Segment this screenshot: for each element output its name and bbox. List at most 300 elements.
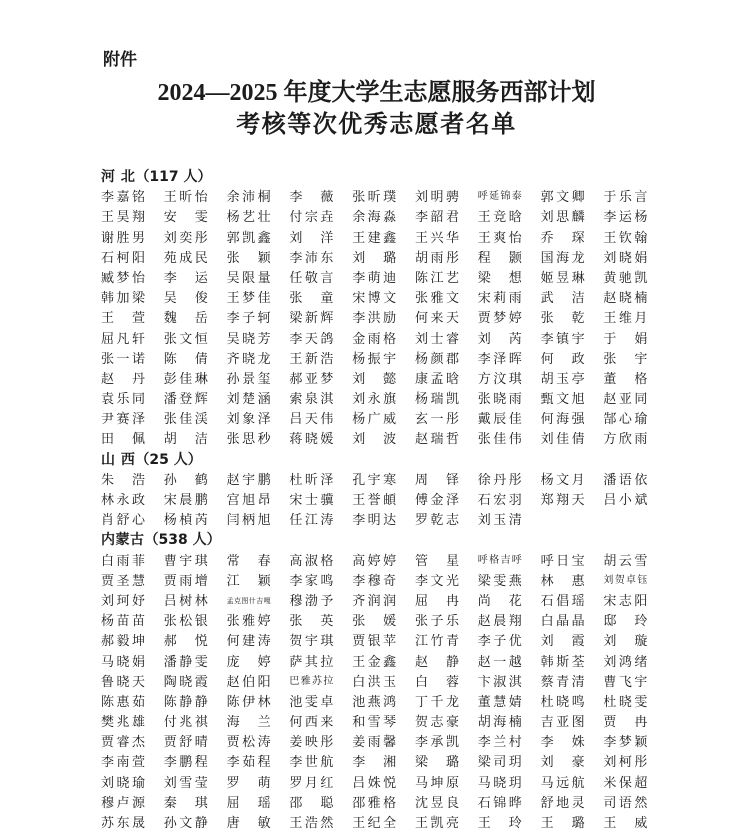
- volunteer-list: [101, 167, 667, 833]
- volunteer-name: 肖舒心: [101, 512, 145, 528]
- name-cell: [101, 470, 164, 490]
- volunteer-name: 吕姝悦: [352, 774, 397, 790]
- volunteer-name: 马晓娟: [101, 653, 145, 669]
- name-cell: [603, 470, 666, 490]
- volunteer-name: 吕天伟: [289, 411, 334, 427]
- name-cell: [541, 773, 604, 793]
- volunteer-name: 林 惠: [540, 572, 585, 588]
- volunteer-name: 魏 岳: [163, 310, 208, 326]
- volunteer-name: 李天鸽: [289, 330, 334, 346]
- name-cell: [478, 672, 541, 692]
- volunteer-name: 石宏羽: [477, 492, 522, 507]
- volunteer-name: 刘佳倩: [540, 431, 585, 447]
- volunteer-name: 李 运: [163, 269, 208, 285]
- volunteer-name: 刘 芮: [477, 330, 522, 346]
- volunteer-name: 李鹏程: [163, 754, 208, 770]
- name-cell: [101, 813, 164, 833]
- volunteer-name: 刘 豪: [540, 754, 585, 770]
- volunteer-name: 陶晓霞: [163, 673, 208, 689]
- name-row: [101, 752, 667, 772]
- volunteer-name: 姜雨馨: [352, 734, 397, 750]
- name-cell: [478, 793, 541, 813]
- name-cell: [478, 228, 541, 248]
- name-cell: [352, 409, 415, 429]
- name-cell: [352, 329, 415, 349]
- volunteer-name: 王钦翰: [603, 229, 648, 245]
- name-cell: [227, 248, 290, 268]
- volunteer-name: 孙 鹤: [163, 471, 208, 487]
- volunteer-name: 李 湘: [352, 754, 397, 770]
- volunteer-name: 石锦晔: [477, 794, 522, 810]
- name-cell: [101, 611, 164, 631]
- name-cell: [352, 793, 415, 813]
- name-cell: [352, 228, 415, 248]
- volunteer-name: 萨其拉: [289, 653, 334, 669]
- name-cell: [101, 773, 164, 793]
- name-cell: [478, 773, 541, 793]
- name-cell: [227, 228, 290, 248]
- name-cell: [289, 308, 352, 328]
- name-cell: [415, 793, 478, 813]
- name-cell: [541, 429, 604, 449]
- volunteer-name: 赵宇鹏: [226, 471, 271, 487]
- name-cell: [541, 207, 604, 227]
- section-heading: [101, 450, 667, 470]
- name-cell: [101, 207, 164, 227]
- volunteer-name: 管 星: [414, 552, 459, 568]
- name-cell: [289, 631, 352, 651]
- name-cell: [415, 732, 478, 752]
- volunteer-name: 刘奕彤: [163, 229, 208, 245]
- name-row: [101, 712, 667, 732]
- volunteer-name: 王纪全: [352, 815, 397, 830]
- volunteer-name: 杨文月: [540, 471, 585, 487]
- name-cell: [603, 429, 666, 449]
- name-row: [101, 288, 667, 308]
- name-cell: [603, 228, 666, 248]
- name-cell: [603, 248, 666, 268]
- name-cell: [603, 571, 666, 591]
- name-cell: [101, 591, 164, 611]
- volunteer-name: 索泉淇: [289, 391, 334, 407]
- volunteer-name: 刘柯彤: [603, 754, 648, 770]
- volunteer-name: 郝 悦: [163, 633, 208, 649]
- name-cell: [415, 551, 478, 571]
- name-cell: [289, 813, 352, 833]
- name-cell: [227, 389, 290, 409]
- volunteer-name: 王竞晗: [477, 209, 522, 225]
- name-cell: [289, 228, 352, 248]
- volunteer-name: 白洪玉: [352, 673, 397, 689]
- name-cell: [227, 288, 290, 308]
- name-cell: [289, 288, 352, 308]
- name-cell: [352, 490, 415, 510]
- name-cell: [227, 329, 290, 349]
- name-cell: [352, 389, 415, 409]
- volunteer-name: 庞 婷: [226, 653, 271, 669]
- volunteer-name: 吕小斌: [603, 492, 648, 507]
- name-cell: [478, 308, 541, 328]
- volunteer-name: 方欣雨: [603, 431, 648, 447]
- name-row: [101, 611, 667, 631]
- volunteer-name: 付兆祺: [163, 714, 208, 730]
- volunteer-name: 刘玉清: [477, 512, 522, 528]
- volunteer-name: 张 颖: [226, 249, 271, 265]
- name-cell: [227, 752, 290, 772]
- name-cell: [478, 652, 541, 672]
- volunteer-name: 李子轲: [226, 310, 271, 326]
- name-cell: [164, 672, 227, 692]
- volunteer-name: 臧梦怡: [101, 269, 145, 285]
- volunteer-name: 梁雯燕: [477, 572, 522, 588]
- volunteer-name: 刘 璐: [352, 249, 397, 265]
- name-cell: [478, 470, 541, 490]
- name-cell: [289, 712, 352, 732]
- volunteer-name: 樊兆雄: [101, 714, 145, 730]
- name-row: [101, 490, 667, 510]
- volunteer-name: 刘明骋: [414, 189, 459, 205]
- volunteer-name: 郭文卿: [540, 189, 585, 205]
- name-cell: [101, 429, 164, 449]
- name-row: [101, 409, 667, 429]
- name-cell: [101, 187, 164, 207]
- volunteer-name: 李文光: [414, 572, 459, 588]
- volunteer-count: （117 人）: [135, 169, 212, 185]
- volunteer-name: 张佳伟: [477, 431, 522, 447]
- volunteer-name: 宋志阳: [603, 592, 648, 608]
- name-cell: [352, 631, 415, 651]
- name-cell: [603, 207, 666, 227]
- volunteer-name: 王 璐: [540, 815, 585, 830]
- volunteer-name: 何西来: [289, 714, 334, 730]
- name-cell: [478, 288, 541, 308]
- volunteer-name: 屈 冉: [414, 592, 459, 608]
- volunteer-name: 蔡青清: [540, 673, 585, 689]
- name-cell: [289, 429, 352, 449]
- name-cell: [227, 793, 290, 813]
- section-heading: [101, 530, 667, 550]
- name-cell: [415, 510, 478, 530]
- name-cell: [603, 652, 666, 672]
- name-cell: [289, 389, 352, 409]
- volunteer-name: 李兰村: [477, 734, 522, 750]
- volunteer-name: 贾圣慧: [101, 572, 145, 588]
- volunteer-name: 孙景玺: [226, 370, 271, 386]
- volunteer-name: 张 童: [289, 290, 334, 306]
- name-cell: [603, 329, 666, 349]
- name-cell: [227, 591, 290, 611]
- name-cell: [415, 712, 478, 732]
- volunteer-name: 李明达: [352, 512, 397, 528]
- name-cell: [289, 409, 352, 429]
- volunteer-name: 贾睿杰: [101, 734, 145, 750]
- volunteer-name: 杜晓雯: [603, 693, 648, 709]
- name-cell: [603, 409, 666, 429]
- volunteer-name: 陈静静: [163, 693, 208, 709]
- name-cell: [227, 470, 290, 490]
- volunteer-name: 齐晓龙: [226, 350, 271, 366]
- name-row: [101, 369, 667, 389]
- name-cell: [289, 652, 352, 672]
- name-cell: [101, 571, 164, 591]
- volunteer-name: 张 英: [289, 613, 334, 629]
- volunteer-name: 姬昱琳: [540, 269, 585, 285]
- name-cell: [415, 187, 478, 207]
- volunteer-name: 李穆奇: [352, 572, 397, 588]
- name-cell: [415, 652, 478, 672]
- name-row: [101, 672, 667, 692]
- name-cell: [541, 571, 604, 591]
- volunteer-name: 张松银: [163, 613, 208, 629]
- name-row: [101, 652, 667, 672]
- volunteer-name: 杜昕泽: [289, 471, 334, 487]
- name-cell: [352, 692, 415, 712]
- name-cell: [227, 308, 290, 328]
- name-cell: [164, 349, 227, 369]
- name-cell: [415, 409, 478, 429]
- name-cell: [603, 631, 666, 651]
- name-row: [101, 228, 667, 248]
- name-cell: [352, 571, 415, 591]
- name-cell: [164, 631, 227, 651]
- volunteer-name: 王新浩: [289, 350, 334, 366]
- name-cell: [101, 631, 164, 651]
- name-cell: [478, 813, 541, 833]
- volunteer-name: 刘 懿: [352, 370, 397, 386]
- name-cell: [101, 369, 164, 389]
- name-cell: [289, 349, 352, 369]
- name-cell: [164, 329, 227, 349]
- volunteer-name: 陈 倩: [163, 350, 208, 366]
- name-cell: [164, 571, 227, 591]
- volunteer-name: 董 格: [603, 370, 648, 386]
- name-cell: [352, 349, 415, 369]
- name-cell: [164, 692, 227, 712]
- name-cell: [415, 773, 478, 793]
- name-cell: [101, 712, 164, 732]
- volunteer-name: 潘语依: [603, 471, 648, 487]
- name-cell: [541, 793, 604, 813]
- name-cell: [541, 389, 604, 409]
- name-cell: [289, 732, 352, 752]
- volunteer-name: 郝毅坤: [101, 633, 145, 649]
- name-row: [101, 813, 667, 833]
- name-cell: [164, 288, 227, 308]
- volunteer-name: 王爽怡: [477, 229, 522, 245]
- name-cell: [541, 490, 604, 510]
- name-cell: [352, 429, 415, 449]
- volunteer-name: 傅金泽: [414, 492, 459, 507]
- name-cell: [227, 187, 290, 207]
- name-cell: [227, 551, 290, 571]
- name-cell: [352, 369, 415, 389]
- document-title-line-2: 考核等次优秀志愿者名单: [236, 112, 517, 138]
- name-cell: [541, 752, 604, 772]
- volunteer-name: 贾舒晴: [163, 734, 208, 750]
- name-cell: [352, 248, 415, 268]
- name-cell: [415, 672, 478, 692]
- volunteer-name: 何海强: [540, 411, 585, 427]
- volunteer-name: 刘晓瑜: [101, 774, 145, 790]
- volunteer-name: 赵瑞哲: [414, 431, 459, 447]
- name-cell: [415, 207, 478, 227]
- volunteer-name: 玄一彤: [414, 411, 459, 427]
- name-row: [101, 571, 667, 591]
- name-cell: [478, 571, 541, 591]
- volunteer-name: 乔 琛: [540, 229, 585, 245]
- volunteer-name: 李承凯: [414, 734, 459, 750]
- region-section: [101, 530, 667, 833]
- name-cell: [541, 187, 604, 207]
- volunteer-name: 赵晨翔: [477, 613, 522, 629]
- volunteer-name: 杨楨芮: [163, 512, 208, 528]
- volunteer-name: 宫旭昂: [226, 492, 271, 507]
- volunteer-name: 张 乾: [540, 310, 585, 326]
- volunteer-name: 白晶晶: [540, 613, 585, 629]
- volunteer-name: 李嘉铭: [101, 189, 145, 205]
- name-cell: [164, 712, 227, 732]
- name-cell: [164, 551, 227, 571]
- volunteer-name: 胡海楠: [477, 714, 522, 730]
- name-cell: [603, 712, 666, 732]
- name-cell: [227, 712, 290, 732]
- name-cell: [415, 268, 478, 288]
- name-cell: [415, 611, 478, 631]
- volunteer-name: 张昕璞: [352, 189, 397, 205]
- name-cell: [352, 752, 415, 772]
- volunteer-name: 王梦佳: [226, 290, 271, 306]
- volunteer-name: 孟克图什吉嘎: [226, 596, 271, 605]
- volunteer-name: 胡雨彤: [414, 249, 459, 265]
- volunteer-name: 李世航: [289, 754, 334, 770]
- name-cell: [227, 571, 290, 591]
- name-cell: [289, 207, 352, 227]
- name-cell: [227, 652, 290, 672]
- volunteer-name: 吴 俊: [163, 290, 208, 306]
- volunteer-name: 于 娟: [603, 330, 648, 346]
- name-cell: [415, 228, 478, 248]
- volunteer-name: 贾梦婷: [477, 310, 522, 326]
- volunteer-name: 宋博文: [352, 290, 397, 306]
- name-cell: [227, 732, 290, 752]
- volunteer-name: 孔宇寒: [352, 471, 397, 487]
- name-cell: [101, 692, 164, 712]
- volunteer-name: 李洪励: [352, 310, 397, 326]
- name-cell: [164, 248, 227, 268]
- name-cell: [603, 369, 666, 389]
- name-cell: [478, 631, 541, 651]
- name-cell: [415, 470, 478, 490]
- name-cell: [478, 752, 541, 772]
- volunteer-name: 金雨格: [352, 330, 397, 346]
- volunteer-name: 贾银苹: [352, 633, 397, 649]
- name-cell: [164, 429, 227, 449]
- volunteer-name: 王誉頔: [352, 492, 397, 507]
- volunteer-name: 王建鑫: [352, 229, 397, 245]
- name-cell: [352, 611, 415, 631]
- name-cell: [603, 752, 666, 772]
- volunteer-name: 曹飞宇: [603, 673, 648, 689]
- volunteer-name: 高婷婷: [352, 552, 397, 568]
- name-cell: [352, 591, 415, 611]
- volunteer-name: 李 姝: [540, 734, 585, 750]
- volunteer-name: 王金鑫: [352, 653, 397, 669]
- name-cell: [415, 571, 478, 591]
- volunteer-name: 刘晓娟: [603, 249, 648, 265]
- name-cell: [164, 308, 227, 328]
- volunteer-name: 呼格吉呼: [477, 554, 522, 566]
- region-name: 山 西: [101, 451, 136, 468]
- volunteer-name: 刘 璇: [603, 633, 648, 649]
- name-cell: [101, 510, 164, 530]
- name-cell: [164, 470, 227, 490]
- name-cell: [164, 409, 227, 429]
- name-cell: [603, 732, 666, 752]
- volunteer-name: 杨颜郡: [414, 350, 459, 366]
- volunteer-name: 齐润润: [352, 592, 397, 608]
- volunteer-name: 康孟晗: [414, 370, 459, 386]
- name-cell: [352, 207, 415, 227]
- name-cell: [352, 268, 415, 288]
- volunteer-name: 李梦颖: [603, 734, 648, 750]
- name-cell: [164, 510, 227, 530]
- name-cell: [415, 631, 478, 651]
- volunteer-name: 韩斯荃: [540, 653, 585, 669]
- volunteer-name: 刘 霞: [540, 633, 585, 649]
- volunteer-name: 方汶琪: [477, 370, 522, 386]
- name-cell: [478, 611, 541, 631]
- name-cell: [289, 551, 352, 571]
- name-cell: [603, 490, 666, 510]
- name-cell: [164, 813, 227, 833]
- volunteer-name: 石柯阳: [101, 249, 145, 265]
- volunteer-name: 赵 静: [414, 653, 459, 669]
- volunteer-name: 李家鸣: [289, 572, 334, 588]
- volunteer-name: 贾雨增: [163, 572, 208, 588]
- name-cell: [101, 490, 164, 510]
- volunteer-name: 王 玲: [477, 815, 522, 830]
- volunteer-name: 唐 敏: [226, 815, 271, 830]
- volunteer-name: 赵伯阳: [226, 673, 271, 689]
- name-cell: [541, 268, 604, 288]
- name-cell: [603, 349, 666, 369]
- name-cell: [603, 389, 666, 409]
- name-cell: [227, 268, 290, 288]
- name-row: [101, 793, 667, 813]
- name-cell: [289, 752, 352, 772]
- name-cell: [541, 672, 604, 692]
- name-cell: [101, 329, 164, 349]
- volunteer-name: 于乐言: [603, 189, 648, 205]
- name-cell: [164, 207, 227, 227]
- volunteer-name: 尚 花: [477, 592, 522, 608]
- name-cell: [101, 268, 164, 288]
- name-cell: [415, 490, 478, 510]
- name-cell: [415, 692, 478, 712]
- name-cell: [415, 429, 478, 449]
- volunteer-name: 王 威: [603, 815, 648, 830]
- volunteer-name: 何 政: [540, 350, 585, 366]
- name-cell: [227, 409, 290, 429]
- name-cell: [415, 813, 478, 833]
- volunteer-name: 潘登辉: [163, 391, 208, 407]
- name-cell: [352, 732, 415, 752]
- name-row: [101, 308, 667, 328]
- name-cell: [164, 652, 227, 672]
- name-cell: [101, 752, 164, 772]
- volunteer-name: 程 颢: [477, 249, 522, 265]
- volunteer-name: 高淑格: [289, 552, 334, 568]
